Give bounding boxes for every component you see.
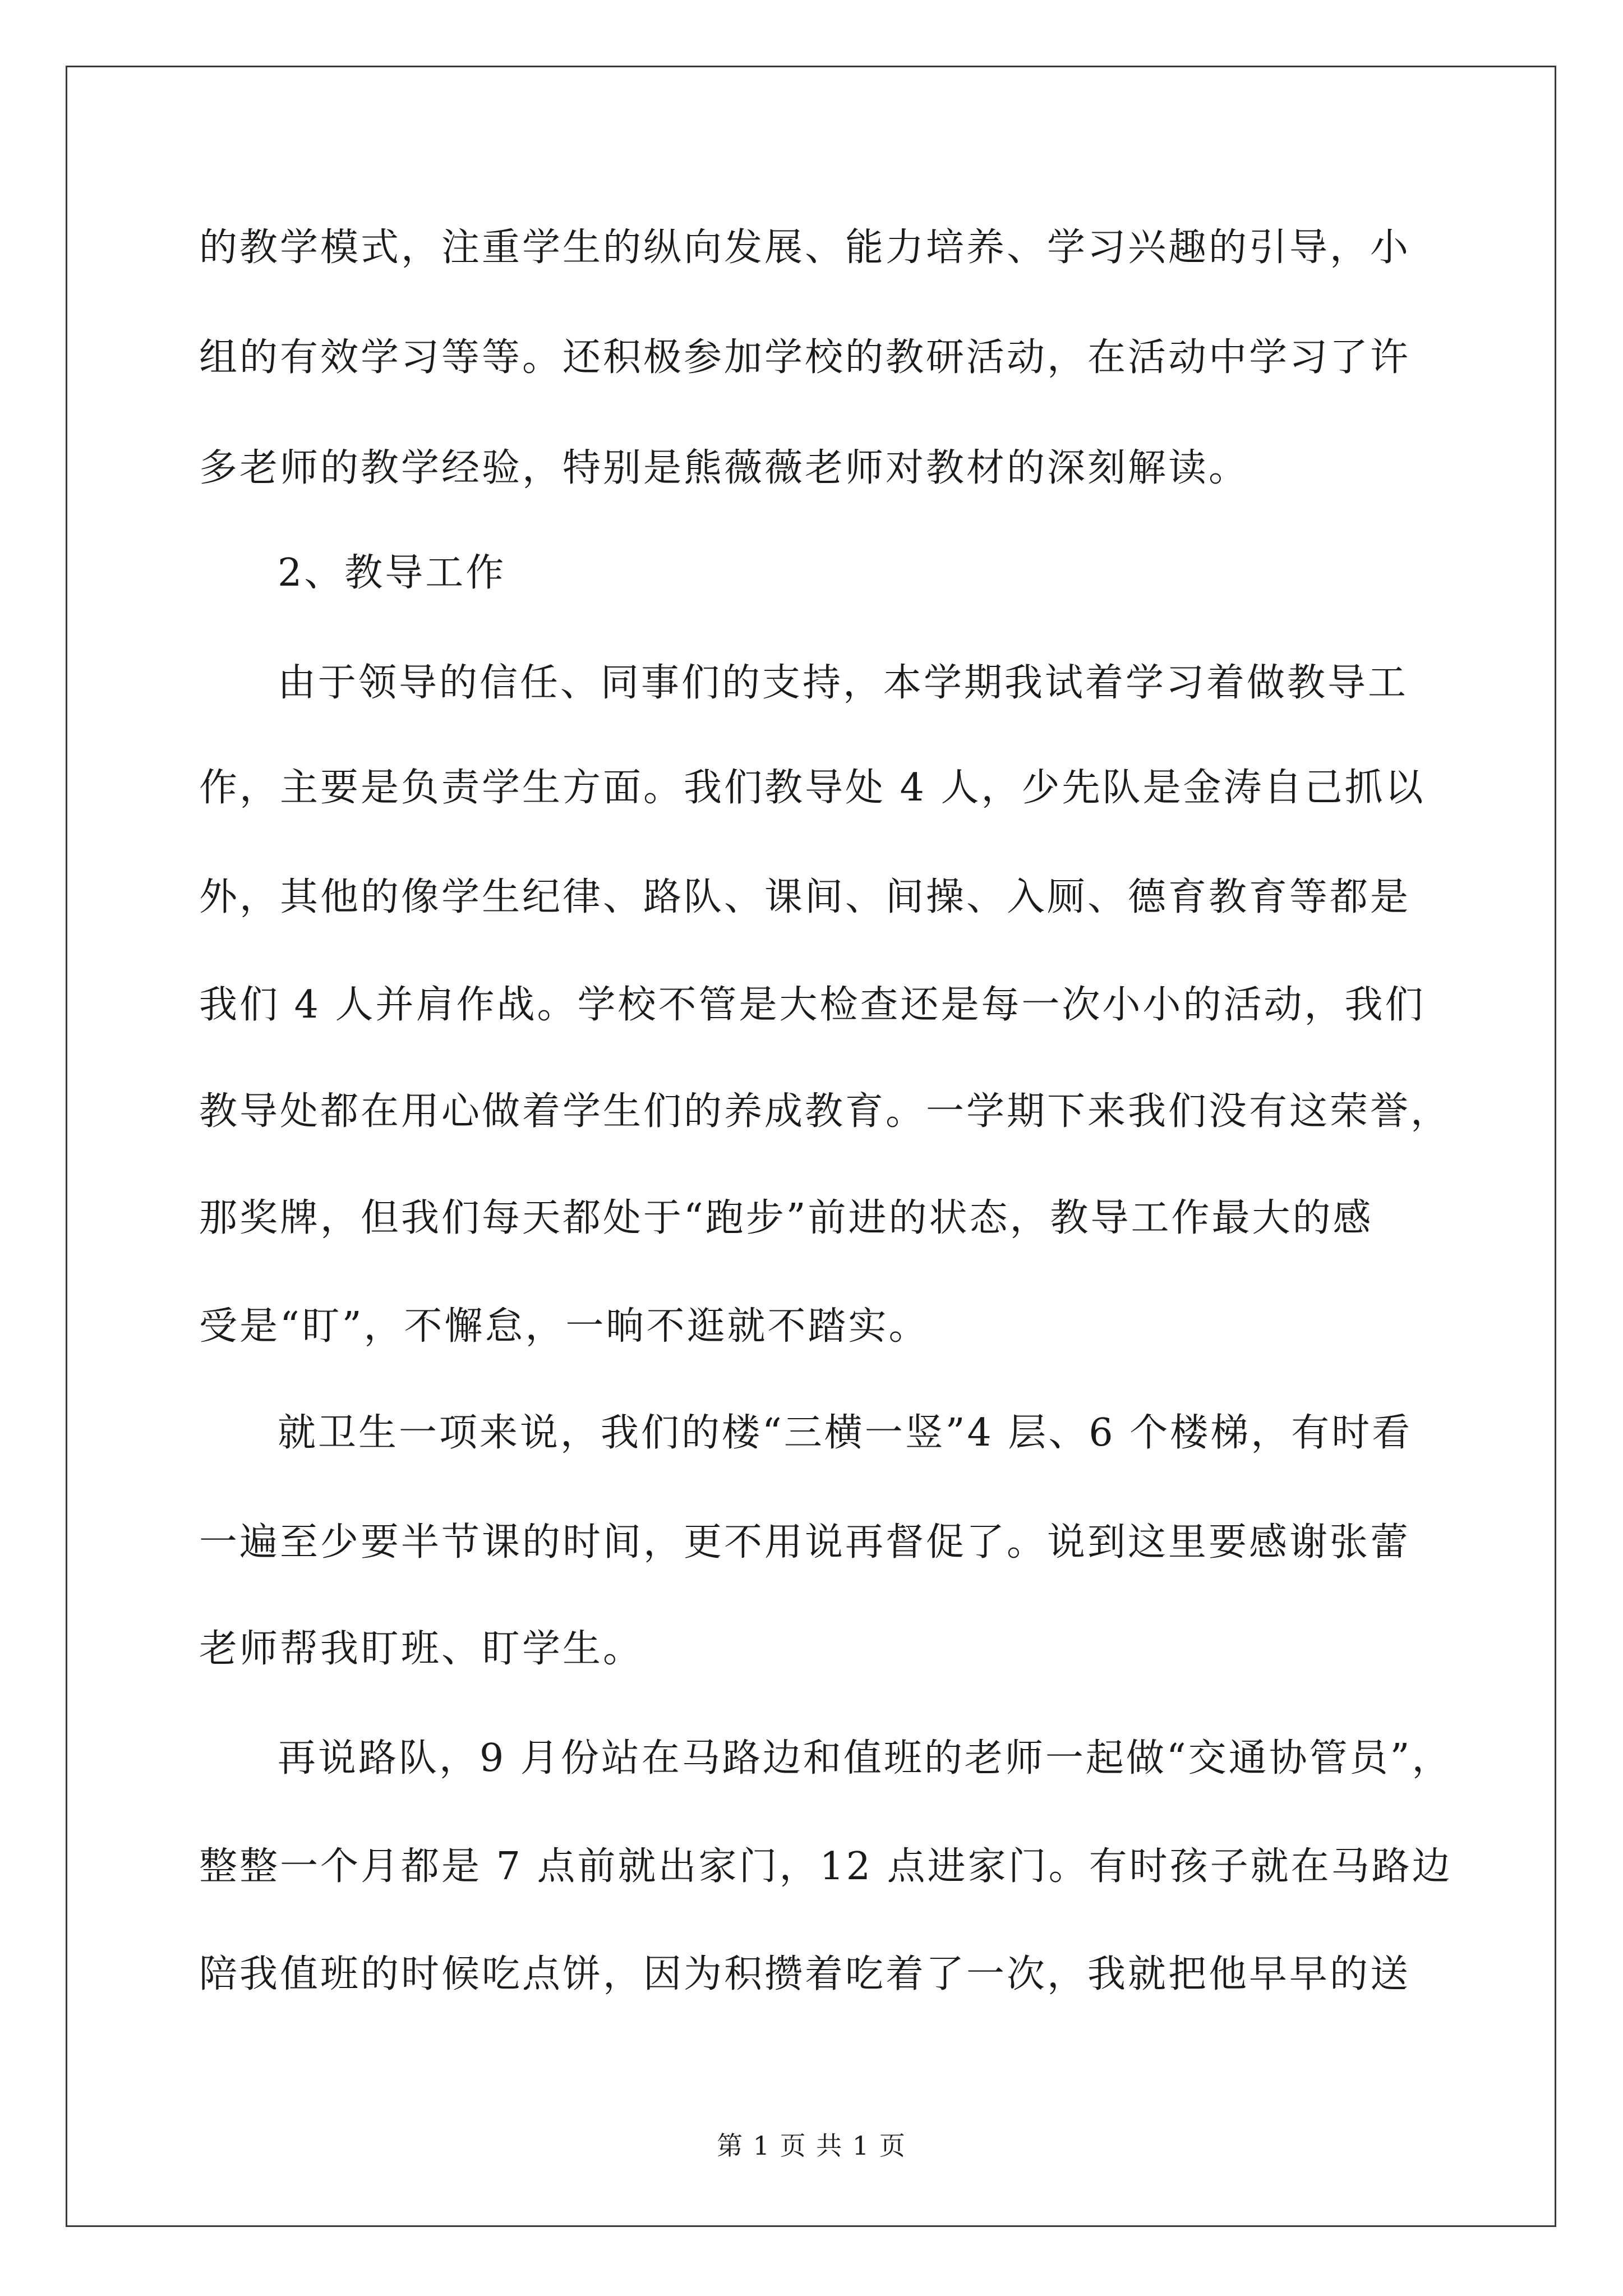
- text-line: 受是“盯”，不懈怠，一晌不逛就不踏实。: [199, 1304, 929, 1349]
- text-line: 我们 4 人并肩作战。学校不管是大检查还是每一次小小的活动，我们: [199, 983, 1426, 1027]
- text-line: 的教学模式，注重学生的纵向发展、能力培养、学习兴趣的引导，小: [199, 226, 1411, 270]
- section-heading: 2、教导工作: [278, 551, 506, 595]
- text-line: 组的有效学习等等。还积极参加学校的教研活动，在活动中学习了许: [199, 335, 1411, 380]
- page-number-footer: 第 1 页 共 1 页: [717, 2131, 906, 2161]
- text-line: 作，主要是负责学生方面。我们教导处 4 人，少先队是金涛自己抓以: [199, 766, 1426, 810]
- text-line: 那奖牌，但我们每天都处于“跑步”前进的状态，教导工作最大的感: [199, 1196, 1373, 1240]
- text-line: 由于领导的信任、同事们的支持，本学期我试着学习着做教导工: [278, 661, 1409, 705]
- text-line: 一遍至少要半节课的时间，更不用说再督促了。说到这里要感谢张蕾: [199, 1520, 1411, 1565]
- text-line: 教导处都在用心做着学生们的养成教育。一学期下来我们没有这荣誉，: [199, 1089, 1451, 1134]
- text-line: 再说路队，9 月份站在马路边和值班的老师一起做“交通协管员”，: [278, 1736, 1453, 1780]
- text-line: 整整一个月都是 7 点前就出家门，12 点进家门。有时孩子就在马路边: [199, 1844, 1453, 1889]
- text-line: 陪我值班的时候吃点饼，因为积攒着吃着了一次，我就把他早早的送: [199, 1952, 1411, 1996]
- text-line: 多老师的教学经验，特别是熊薇薇老师对教材的深刻解读。: [199, 446, 1249, 490]
- text-line: 就卫生一项来说，我们的楼“三横一竖”4 层、6 个楼梯，有时看: [278, 1411, 1413, 1455]
- text-line: 老师帮我盯班、盯学生。: [199, 1627, 644, 1671]
- text-line: 外，其他的像学生纪律、路队、课间、间操、入厕、德育教育等都是: [199, 875, 1411, 919]
